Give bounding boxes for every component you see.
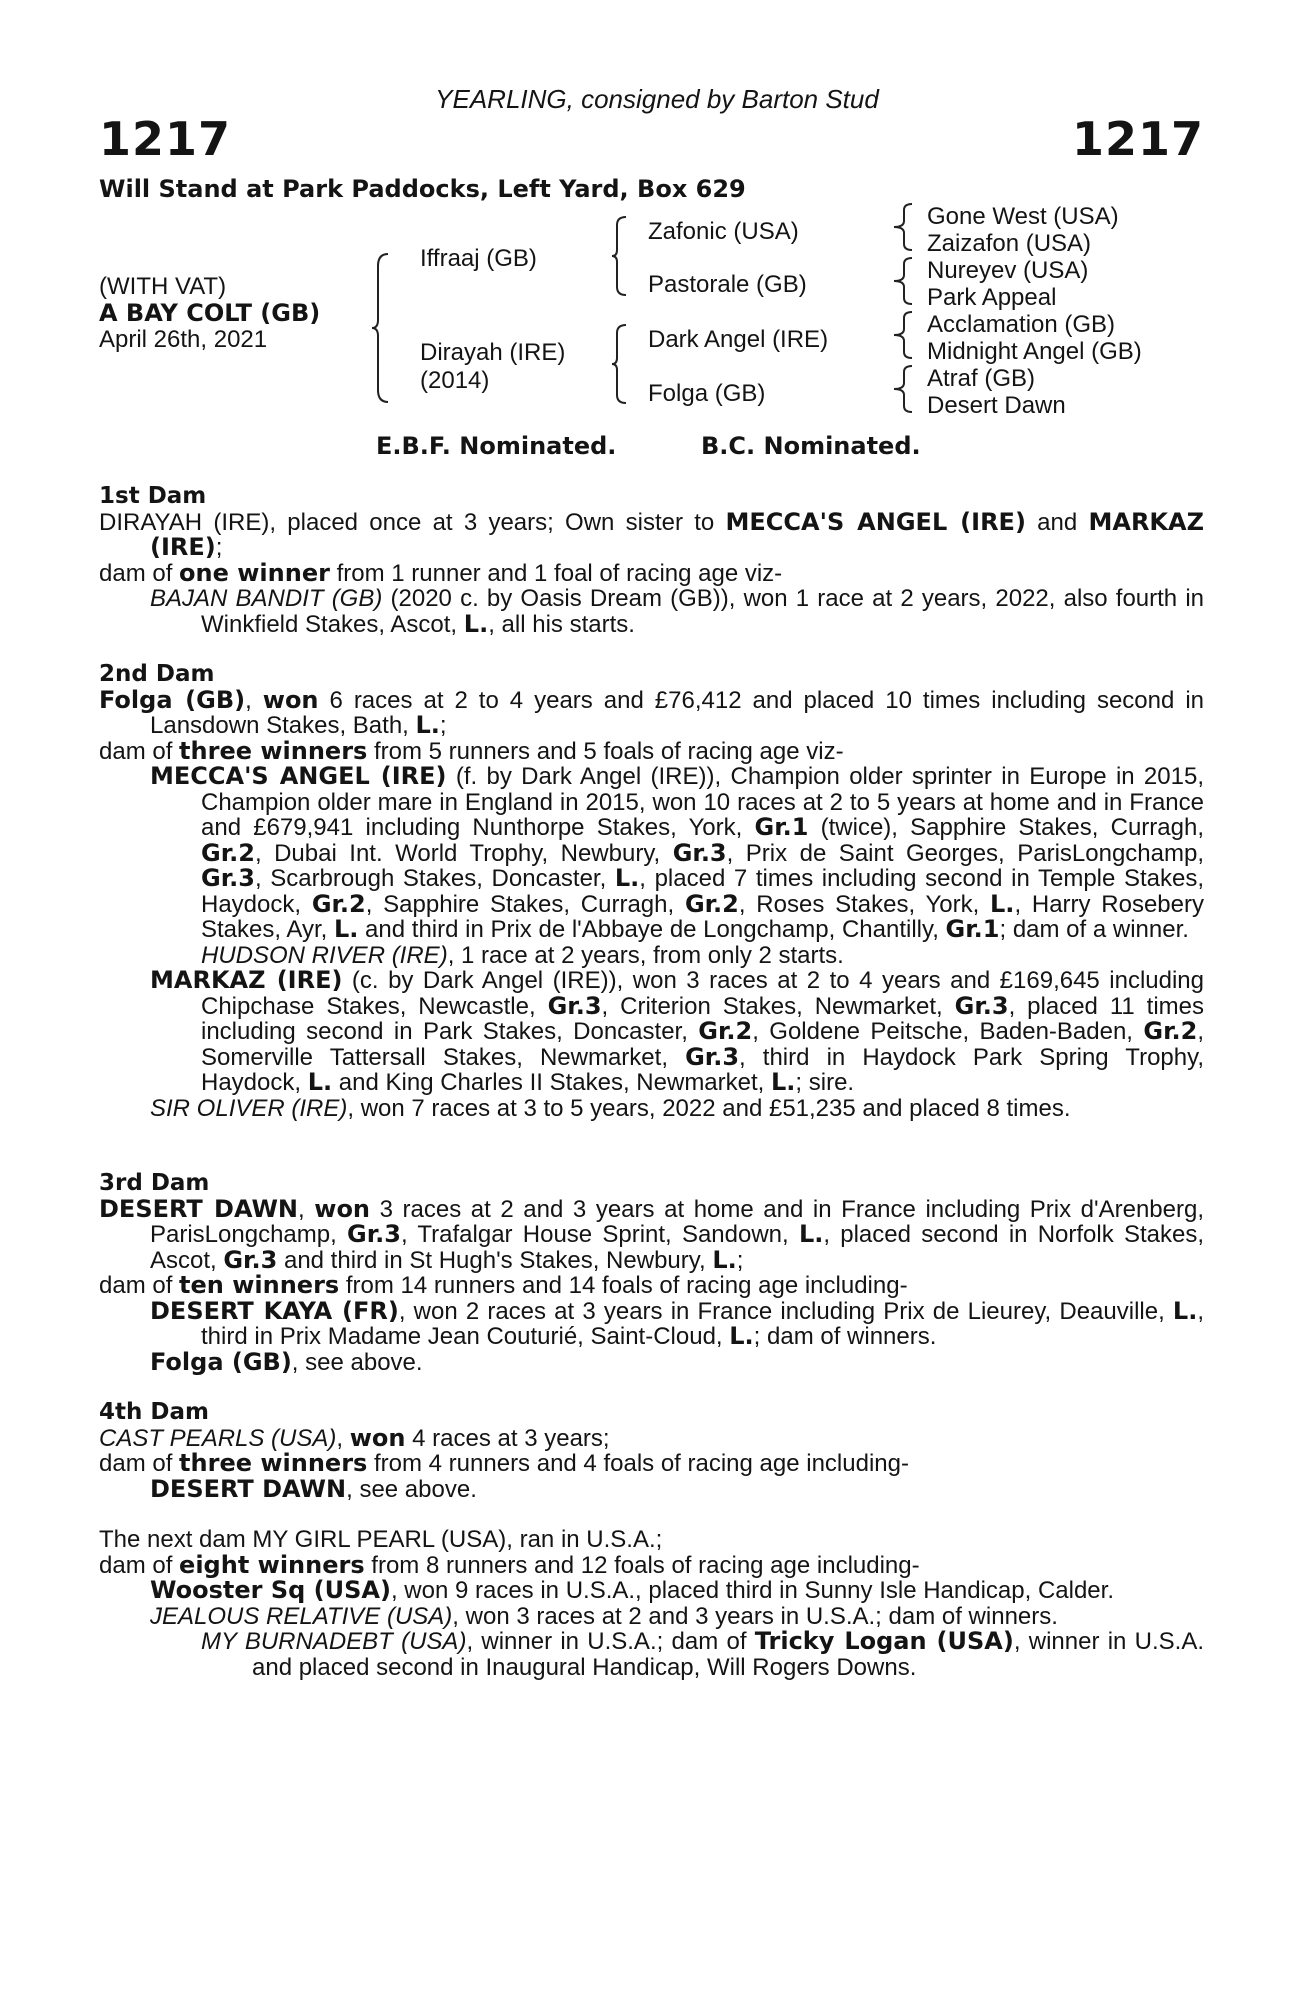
pedigree-brace-g3-2 (892, 256, 914, 306)
next-dam-summary: The next dam MY GIRL PEARL (USA), ran in U.S.A.; (99, 1526, 663, 1553)
pedigree-g3-8: Desert Dawn (927, 392, 1066, 419)
lot-number-right: 1217 (1071, 112, 1204, 166)
offspring-hudson-river: HUDSON RIVER (IRE), 1 race at 2 years, from only 2 starts. (201, 941, 844, 969)
ebf-nomination: E.B.F. Nominated. (376, 432, 617, 460)
fourth-dam-section (99, 1400, 1204, 1502)
pedigree-g3-6: Midnight Angel (GB) (927, 338, 1142, 365)
pedigree-g3-4: Park Appeal (927, 284, 1057, 311)
pedigree-dam-sire: Dark Angel (IRE) (648, 326, 829, 353)
bc-nomination: B.C. Nominated. (701, 432, 921, 460)
pedigree-g3-5: Acclamation (GB) (927, 311, 1116, 338)
first-dam-heading: 1st Dam (99, 483, 207, 509)
next-dam-produce: dam of eight winners from 8 runners and 12 foals of racing age including- (99, 1550, 920, 1579)
vat-note: (WITH VAT) (99, 273, 227, 300)
first-dam-section (99, 484, 1204, 637)
offspring-markaz: MARKAZ (IRE) (c. by Dark Angel (IRE)), won 3 races at 2 to 4 years and £169,645 including Chipchase Stakes, Newcastle, Gr.3, Criterion Stakes, Newmarket, Gr.3, placed 11 times including second in Park Stakes, Doncaster, Gr.2, Goldene Peitsche, Baden-Baden, Gr.2, Somerville Tattersall Stakes, Newmarket, Gr.3, third in Haydock Park Spring Trophy, Haydock, L. and King Charles II Stakes, Newmarket, L.; sire. (150, 966, 1205, 1096)
offspring-jealous-relative: JEALOUS RELATIVE (USA), won 3 races at 2 and 3 years in U.S.A.; dam of winners. (150, 1602, 1058, 1630)
pedigree-g3-1: Gone West (USA) (927, 203, 1119, 230)
fourth-dam-heading: 4th Dam (99, 1399, 209, 1425)
foaling-date: April 26th, 2021 (99, 326, 268, 353)
second-dam-section (99, 662, 1204, 1121)
offspring-my-burnadebt: MY BURNADEBT (USA), winner in U.S.A.; dam of Tricky Logan (USA), winner in U.S.A. and placed second in Inaugural Handicap, Will Rogers Downs. (201, 1627, 1205, 1681)
lot-number-left: 1217 (99, 112, 232, 166)
third-dam-produce: dam of ten winners from 14 runners and 14 foals of racing age including- (99, 1271, 908, 1299)
pedigree-sire-sire: Zafonic (USA) (648, 218, 799, 245)
pedigree-dam-year: (2014) (420, 367, 490, 394)
pedigree-brace-g3-1 (892, 202, 914, 252)
pedigree-g3-7: Atraf (GB) (927, 365, 1036, 392)
fourth-dam-summary: CAST PEARLS (USA), won 4 races at 3 years; (99, 1423, 610, 1452)
pedigree-brace-g3-3 (892, 310, 914, 360)
first-dam-offspring-1: BAJAN BANDIT (GB) (2020 c. by Oasis Dream (GB)), won 1 race at 2 years, 2022, also fourth in Winkfield Stakes, Ascot, L., all his starts. (150, 585, 1205, 638)
offspring-desert-dawn: DESERT DAWN, see above. (150, 1474, 477, 1503)
pedigree-brace-g3-4 (892, 364, 914, 414)
second-dam-summary: Folga (GB), won 6 races at 2 to 4 years and £76,412 and placed 10 times including second in Lansdown Stakes, Bath, L.; (99, 685, 1204, 739)
offspring-sir-oliver: SIR OLIVER (IRE), won 7 races at 3 to 5 years, 2022 and £51,235 and placed 8 times. (150, 1094, 1071, 1122)
consignment-line: YEARLING, consigned by Barton Stud (435, 84, 879, 114)
next-dam-section (99, 1527, 1204, 1680)
offspring-meccas-angel: MECCA'S ANGEL (IRE) (f. by Dark Angel (IRE)), Champion older sprinter in Europe in 2015, Champion older mare in England in 2015, won 10 races at 2 to 5 years at home and in France and £679,941 including Nunthorpe Stakes, York, Gr.1 (twice), Sapphire Stakes, Curragh, Gr.2, Dubai Int. World Trophy, Newbury, Gr.3, Prix de Saint Georges, ParisLongchamp, Gr.3, Scarbrough Stakes, Doncaster, L., placed 7 times including second in Temple Stakes, Haydock, Gr.2, Sapphire Stakes, Curragh, Gr.2, Roses Stakes, York, L., Harry Rosebery Stakes, Ayr, L. and third in Prix de l'Abbaye de Longchamp, Chantilly, Gr.1; dam of a winner. (150, 762, 1204, 943)
stand-location: Will Stand at Park Paddocks, Left Yard, Box 629 (99, 175, 746, 203)
third-dam-heading: 3rd Dam (99, 1170, 210, 1196)
pedigree-g3-2: Zaizafon (USA) (927, 230, 1092, 257)
pedigree-brace-sire (610, 215, 628, 297)
horse-name: A BAY COLT (GB) (99, 299, 321, 327)
first-dam-summary: DIRAYAH (IRE), placed once at 3 years; Own sister to MECCA'S ANGEL (IRE) and MARKAZ (IRE); (99, 507, 1204, 561)
offspring-folga: Folga (GB), see above. (150, 1347, 423, 1376)
second-dam-heading: 2nd Dam (99, 661, 215, 687)
pedigree-g3-3: Nureyev (USA) (927, 257, 1089, 284)
pedigree-dam-dam: Folga (GB) (648, 380, 766, 407)
offspring-desert-kaya: DESERT KAYA (FR), won 2 races at 3 years in France including Prix de Lieurey, Deauville, L., third in Prix Madame Jean Couturié, Saint-Cloud, L.; dam of winners. (150, 1296, 1204, 1350)
first-dam-produce: dam of one winner from 1 runner and 1 foal of racing age viz- (99, 558, 783, 587)
third-dam-section (99, 1171, 1204, 1375)
third-dam-summary: DESERT DAWN, won 3 races at 2 and 3 years at home and in France including Prix d'Arenberg, ParisLongchamp, Gr.3, Trafalgar House Sprint, Sandown, L., placed second in Norfolk Stakes, Ascot, Gr.3 and third in St Hugh's Stakes, Newbury, L.; (99, 1194, 1205, 1274)
second-dam-produce: dam of three winners from 5 runners and 5 foals of racing age viz- (99, 736, 844, 765)
pedigree-sire: Iffraaj (GB) (420, 245, 537, 272)
pedigree-dam: Dirayah (IRE) (420, 339, 566, 366)
pedigree-brace-main (370, 252, 390, 404)
pedigree-brace-dam (610, 323, 628, 405)
pedigree-sire-dam: Pastorale (GB) (648, 271, 807, 298)
fourth-dam-produce: dam of three winners from 4 runners and 4 foals of racing age including- (99, 1449, 909, 1477)
offspring-wooster-sq: Wooster Sq (USA), won 9 races in U.S.A., placed third in Sunny Isle Handicap, Calder. (150, 1576, 1114, 1604)
